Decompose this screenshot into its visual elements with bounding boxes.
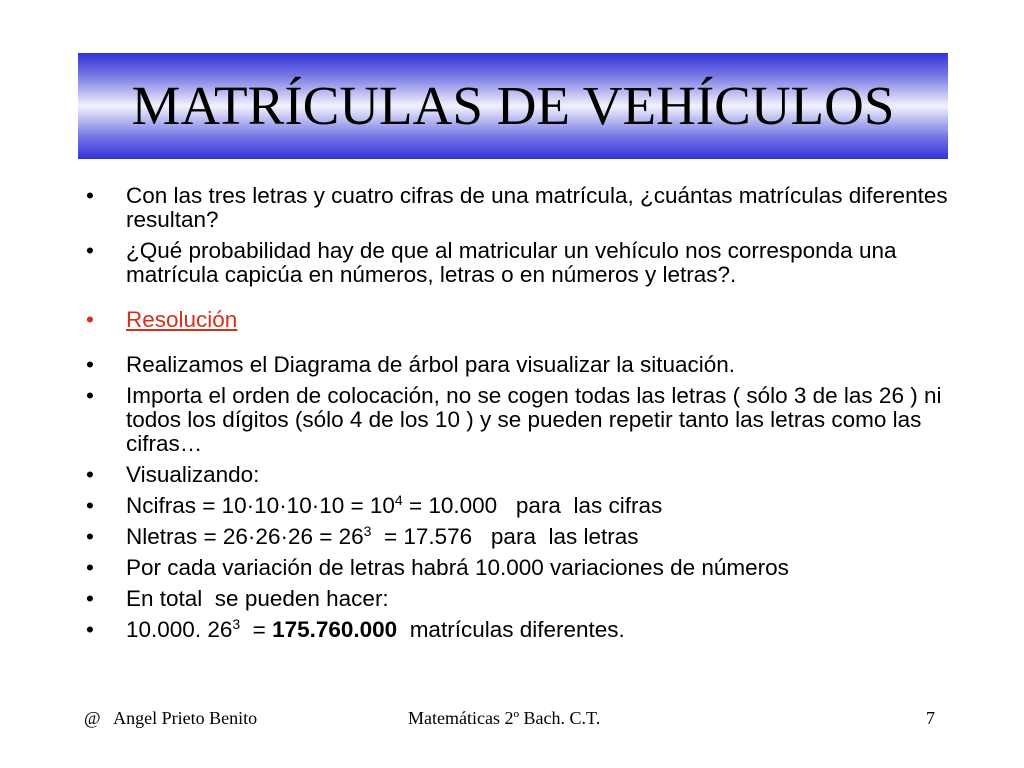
bullet-text: Importa el orden de colocación, no se cogen todas las letras ( sólo 3 de las 26 ) ni todos los dígitos (sólo 4 de los 10 ) y se pueden repetir tanto las letras como las cifras… [126,383,942,456]
footer [0,704,1024,734]
bullet-text: Realizamos el Diagrama de árbol para visualizar la situación. [126,352,736,377]
bullet-marker [86,184,106,208]
bullet-list [86,184,956,649]
bullet-nletras [86,525,956,549]
bullet-text: Visualizando: [126,462,260,487]
bullet-marker [86,618,106,642]
bullet-en-total [86,587,956,611]
bullet-marker [86,384,106,408]
bullet-marker [86,494,106,518]
formula-rest: = 10.000 para las cifras [402,493,663,518]
bullet-question-1 [86,184,956,232]
formula-exponent: 3 [363,523,372,539]
footer-author: @ Angel Prieto Benito [84,708,258,728]
formula-base: Nletras = 26·26·26 = 26 [126,524,364,549]
bullet-variaciones [86,556,956,580]
formula-rest: matrículas diferentes. [397,617,625,642]
formula-base: 10.000. 26 [126,617,233,642]
bullet-diagrama [86,353,956,377]
bullet-ncifras [86,494,956,518]
bullet-text: Por cada variación de letras habrá 10.000 variaciones de números [126,555,789,580]
bullet-orden [86,384,956,456]
bullet-marker [86,525,106,549]
bullet-resolucion[interactable] [86,308,956,332]
footer-course: Matemáticas 2º Bach. C.T. [408,708,601,728]
bullet-marker [86,239,106,263]
bullet-question-2 [86,239,956,287]
bullet-marker [86,556,106,580]
slide-title: MATRÍCULAS DE VEHÍCULOS [131,75,895,136]
formula-exponent: 4 [394,492,403,508]
title-banner [78,53,948,159]
bullet-text: Con las tres letras y cuatro cifras de una matrícula, ¿cuántas matrículas diferentes resultan? [126,183,948,232]
formula-rest: = 17.576 para las letras [371,524,639,549]
bullet-marker [86,308,106,332]
bullet-text: En total se pueden hacer: [126,586,389,611]
bullet-marker [86,587,106,611]
resolucion-link[interactable]: Resolución [126,307,238,332]
formula-equals: = [240,617,273,642]
page-number: 7 [926,708,935,728]
bullet-visualizando [86,463,956,487]
formula-base: Ncifras = 10·10·10·10 = 10 [126,493,395,518]
bullet-text: ¿Qué probabilidad hay de que al matricular un vehículo nos corresponda una matrícula capicúa en números, letras o en números y letras?. [126,238,897,287]
bullet-marker [86,463,106,487]
bullet-marker [86,353,106,377]
formula-exponent: 3 [232,616,241,632]
formula-result: 175.760.000 [272,617,398,642]
bullet-resultado [86,618,956,642]
